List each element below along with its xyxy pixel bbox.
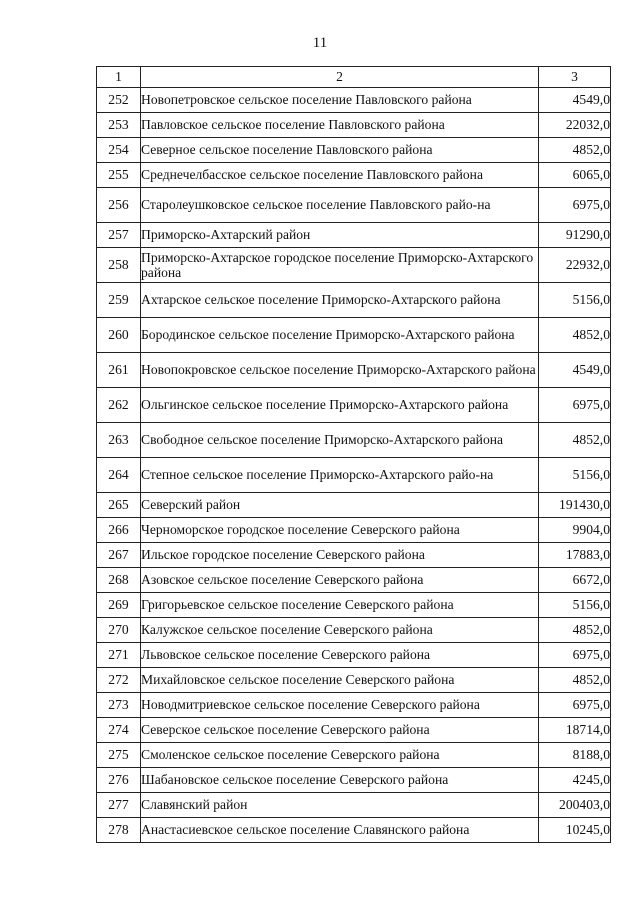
table-body [97, 88, 611, 843]
table-row [97, 353, 611, 388]
settlement-name: Ольгинское сельское поселение Приморско-Ахтарского района [141, 388, 539, 423]
table-row [97, 223, 611, 248]
settlement-name: Степное сельское поселение Приморско-Ахтарского райо-на [141, 458, 539, 493]
row-number: 256 [97, 188, 141, 223]
settlement-name: Новопетровское сельское поселение Павловского района [141, 88, 539, 113]
amount-value: 4852,0 [539, 668, 611, 693]
table-row [97, 793, 611, 818]
amount-value: 9904,0 [539, 518, 611, 543]
table-row [97, 543, 611, 568]
table-row [97, 768, 611, 793]
settlement-name: Павловское сельское поселение Павловского района [141, 113, 539, 138]
row-number: 263 [97, 423, 141, 458]
table-row [97, 668, 611, 693]
amount-value: 6975,0 [539, 188, 611, 223]
column-header-3: 3 [539, 67, 611, 88]
table-row [97, 188, 611, 223]
row-number: 264 [97, 458, 141, 493]
amount-value: 18714,0 [539, 718, 611, 743]
settlement-name: Ахтарское сельское поселение Приморско-Ахтарского района [141, 283, 539, 318]
row-number: 277 [97, 793, 141, 818]
settlement-name: Смоленское сельское поселение Северского района [141, 743, 539, 768]
table-row [97, 718, 611, 743]
table-header [97, 67, 611, 88]
settlement-name: Новодмитриевское сельское поселение Северского района [141, 693, 539, 718]
table-row [97, 618, 611, 643]
row-number: 252 [97, 88, 141, 113]
allocation-table [96, 66, 611, 843]
row-number: 266 [97, 518, 141, 543]
settlement-name: Приморско-Ахтарское городское поселение Приморско-Ахтарского района [141, 248, 539, 283]
row-number: 262 [97, 388, 141, 423]
settlement-name: Азовское сельское поселение Северского района [141, 568, 539, 593]
row-number: 265 [97, 493, 141, 518]
settlement-name: Ильское городское поселение Северского района [141, 543, 539, 568]
settlement-name: Свободное сельское поселение Приморско-Ахтарского района [141, 423, 539, 458]
amount-value: 4245,0 [539, 768, 611, 793]
amount-value: 5156,0 [539, 593, 611, 618]
settlement-name: Старолеушковское сельское поселение Павловского райо-на [141, 188, 539, 223]
table-row [97, 88, 611, 113]
amount-value: 4852,0 [539, 318, 611, 353]
settlement-name: Шабановское сельское поселение Северского района [141, 768, 539, 793]
table-row [97, 518, 611, 543]
row-number: 259 [97, 283, 141, 318]
table-row [97, 818, 611, 843]
table-row [97, 163, 611, 188]
table-row [97, 388, 611, 423]
column-header-2: 2 [141, 67, 539, 88]
table-row [97, 593, 611, 618]
table-row [97, 458, 611, 493]
row-number: 276 [97, 768, 141, 793]
amount-value: 6065,0 [539, 163, 611, 188]
amount-value: 191430,0 [539, 493, 611, 518]
row-number: 273 [97, 693, 141, 718]
row-number: 271 [97, 643, 141, 668]
settlement-name: Михайловское сельское поселение Северского района [141, 668, 539, 693]
amount-value: 91290,0 [539, 223, 611, 248]
amount-value: 6975,0 [539, 693, 611, 718]
settlement-name: Калужское сельское поселение Северского района [141, 618, 539, 643]
row-number: 270 [97, 618, 141, 643]
table-row [97, 493, 611, 518]
amount-value: 4549,0 [539, 88, 611, 113]
settlement-name: Новопокровское сельское поселение Приморско-Ахтарского района [141, 353, 539, 388]
table-row [97, 568, 611, 593]
amount-value: 6975,0 [539, 388, 611, 423]
column-header-1: 1 [97, 67, 141, 88]
settlement-name: Северное сельское поселение Павловского района [141, 138, 539, 163]
amount-value: 4852,0 [539, 423, 611, 458]
amount-value: 17883,0 [539, 543, 611, 568]
row-number: 257 [97, 223, 141, 248]
settlement-name: Львовское сельское поселение Северского района [141, 643, 539, 668]
amount-value: 5156,0 [539, 458, 611, 493]
settlement-name: Григорьевское сельское поселение Северского района [141, 593, 539, 618]
settlement-name: Среднечелбасское сельское поселение Павловского района [141, 163, 539, 188]
row-number: 268 [97, 568, 141, 593]
amount-value: 8188,0 [539, 743, 611, 768]
row-number: 278 [97, 818, 141, 843]
amount-value: 5156,0 [539, 283, 611, 318]
row-number: 267 [97, 543, 141, 568]
settlement-name: Славянский район [141, 793, 539, 818]
row-number: 272 [97, 668, 141, 693]
amount-value: 6975,0 [539, 643, 611, 668]
row-number: 261 [97, 353, 141, 388]
row-number: 269 [97, 593, 141, 618]
amount-value: 22932,0 [539, 248, 611, 283]
page-number: 11 [312, 35, 328, 51]
table-row [97, 643, 611, 668]
row-number: 260 [97, 318, 141, 353]
amount-value: 6672,0 [539, 568, 611, 593]
amount-value: 10245,0 [539, 818, 611, 843]
table-row [97, 318, 611, 353]
amount-value: 4852,0 [539, 618, 611, 643]
settlement-name: Северский район [141, 493, 539, 518]
settlement-name: Черноморское городское поселение Северского района [141, 518, 539, 543]
row-number: 255 [97, 163, 141, 188]
settlement-name: Анастасиевское сельское поселение Славянского района [141, 818, 539, 843]
amount-value: 200403,0 [539, 793, 611, 818]
table-row [97, 283, 611, 318]
settlement-name: Бородинское сельское поселение Приморско-Ахтарского района [141, 318, 539, 353]
amount-value: 22032,0 [539, 113, 611, 138]
row-number: 274 [97, 718, 141, 743]
row-number: 254 [97, 138, 141, 163]
row-number: 275 [97, 743, 141, 768]
amount-value: 4549,0 [539, 353, 611, 388]
table-row [97, 423, 611, 458]
row-number: 253 [97, 113, 141, 138]
settlement-name: Северское сельское поселение Северского района [141, 718, 539, 743]
table-row [97, 138, 611, 163]
table-row [97, 693, 611, 718]
row-number: 258 [97, 248, 141, 283]
amount-value: 4852,0 [539, 138, 611, 163]
table-row [97, 248, 611, 283]
table-row [97, 743, 611, 768]
settlement-name: Приморско-Ахтарский район [141, 223, 539, 248]
table-row [97, 113, 611, 138]
